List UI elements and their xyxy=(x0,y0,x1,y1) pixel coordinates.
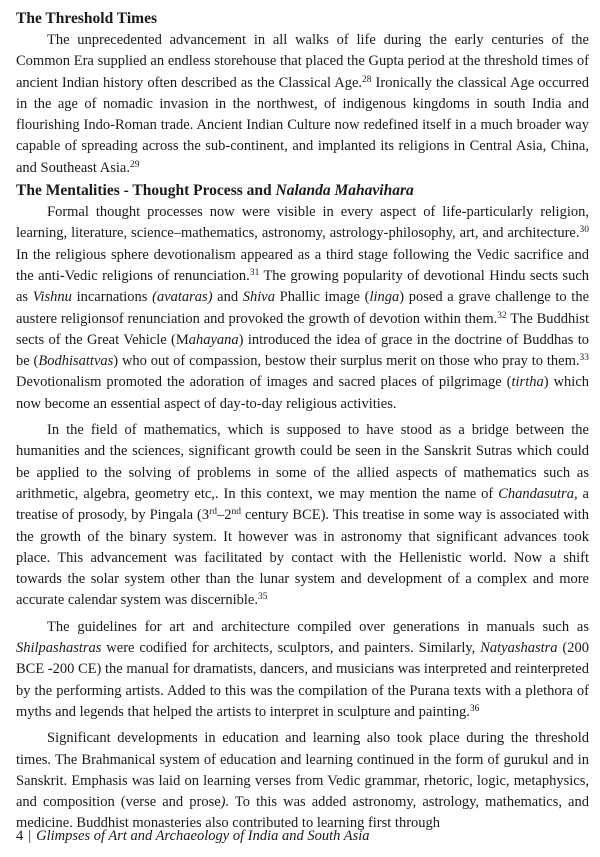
footer-separator: | xyxy=(28,828,32,844)
page-body xyxy=(16,8,589,835)
paragraph-mathematics: In the field of mathematics, which is supposed to have stood as a bridge between the humanities and the sciences, significant growth could be seen in the Sanskrit Sutras which could be applied to the solving of problems in some of the allied aspects of mathematics such as arithmetic, algebra, geometry etc,. In this context, we may mention the name of Chandasutra, a treatise of prosody, by Pingala (3rd–2nd century BCE). This treatise in some way is associated with the growth of the binary system. It however was in astronomy that significant advances took place. This advancement was facilitated by contact with the Hellenistic world. Now a shift towards the solar system other than the lunar system and development of a complex and more accurate calendar system was discernible.$^{35}$ xyxy=(16,422,589,609)
paragraph-threshold-times: The unprecedented advancement in all walks of life during the early centuries of the Common Era supplied an endless storehouse that placed the Gupta period at the threshold times of ancient Indian history often described as the Classical Age.$^{28}$ Ironically the classical Age occurred in the age of nomadic invasion in the northwest, of indigenous kingdoms in south India and flourishing Indo-Roman trade. Ancient Indian Culture now redefined itself in a much broader way capable of spreading across the sub-continent, and implanted its religions in Central Asia, China, and Southeast Asia.$^{29}$ xyxy=(16,32,589,176)
page-number: 4 xyxy=(16,828,24,844)
footnote-ref-30: 30 xyxy=(579,225,589,236)
running-title: Glimpses of Art and Archaeology of India and South Asia xyxy=(36,828,370,844)
footnote-ref-31: 31 xyxy=(249,267,260,278)
paragraph-religion: Formal thought processes now were visible in every aspect of life-particularly religion, learning, literature, science–mathematics, astronomy, astrology-philosophy, art, and architecture.$^{30}$ In the religious sphere devotionalism appeared as a third stage following the Vedic sacrifice and the anti-Vedic religions of renunciation.$^{31}$ The growing popularity of devotional Hindu sects such as Vishnu incarnations (avataras) and Shiva Phallic image (linga) posed a grave challenge to the austere religionsof renunciation and provoked the growth of devotion within them.$^{32}$ The Buddhist sects of the Great Vehicle (Mahayana) introduced the idea of grace in the doctrine of Buddhas to be (Bodhisattvas) who out of compassion, bestow their surplus merit on those who pray to them.$^{33}$ Devotionalism promoted the adoration of images and sacred places of pilgrimage (tirtha) which now become an essential aspect of day-to-day religious activities. xyxy=(16,204,590,412)
footnote-ref-33: 33 xyxy=(579,353,589,364)
paragraph-art-architecture: The guidelines for art and architecture compiled over generations in manuals such as Shilpashastras were codified for architects, sculptors, and painters. Similarly, Natyashastra (200 BCE -200 CE) the manual for dramatists, dancers, and musicians was interpreted and reinterpreted by the performing artists. Added to this was the compilation of the Purana texts with a plethora of myths and legends that helped the artists to interpret in sculpture and painting.$^{36}$ xyxy=(16,618,589,720)
paragraph-education: Significant developments in education and learning also took place during the threshold times. The Brahmanical system of education and learning continued in the form of gurukul and in Sanskrit. Emphasis was laid on learning verses from Vedic grammar, rhetoric, logic, metaphysics, and composition (verse and prose). To this was added astronomy, astrology, mathematics, and medicine. Buddhist monasteries also contributed to learning first through xyxy=(16,730,589,832)
footnote-ref-35: 35 xyxy=(257,592,268,603)
footnote-ref-29: 29 xyxy=(129,159,140,170)
footnote-ref-36: 36 xyxy=(469,703,480,714)
section-heading-threshold-times: The Threshold Times xyxy=(16,10,157,27)
page-footer xyxy=(16,828,370,845)
footnote-ref-32: 32 xyxy=(497,310,507,321)
section-heading-mentalities: The Mentalities - Thought Process and Nalanda Mahavihara xyxy=(16,182,414,200)
footnote-ref-28: 28 xyxy=(362,74,372,85)
